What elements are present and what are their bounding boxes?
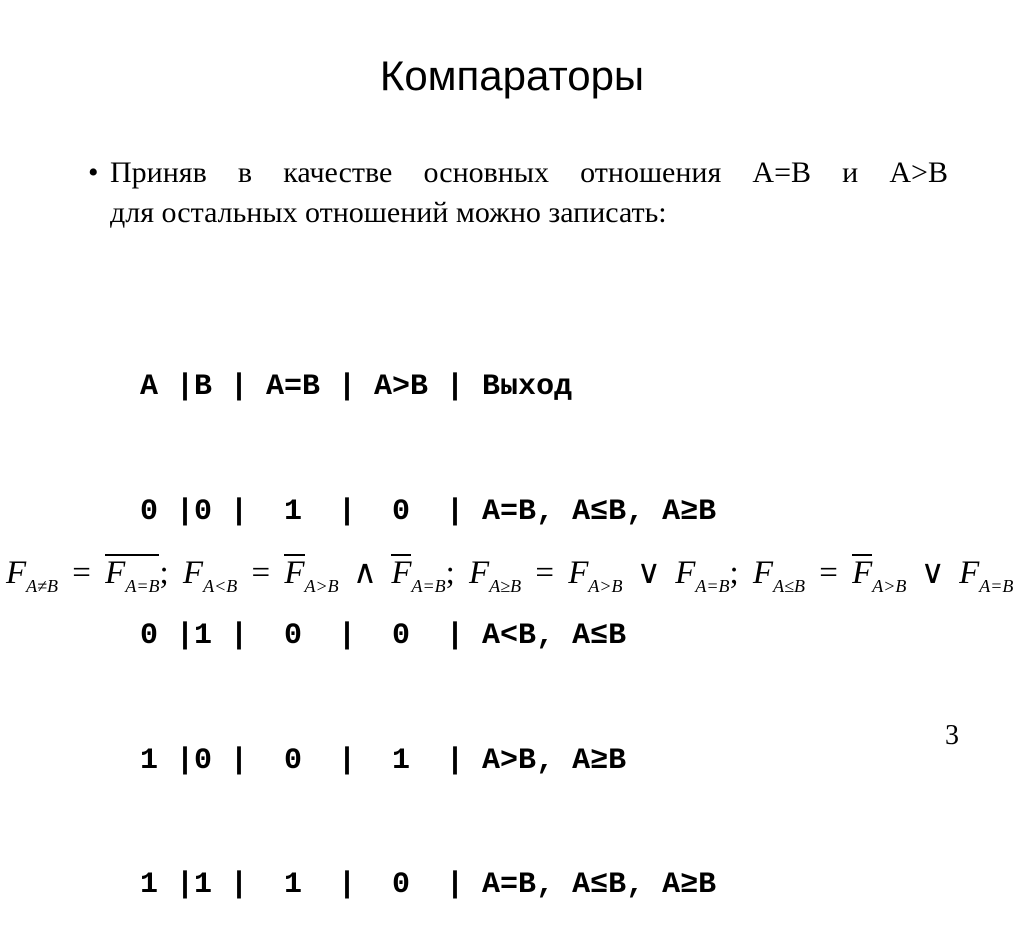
formula-eq: = [535,555,554,591]
formula-term-negated: F [391,555,412,591]
bullet-item [88,153,948,233]
formula-term: $F_{A\le B}$ [752,555,805,596]
formula-term: $F_{A=B}$ [675,555,730,596]
bullet-line-2: для остальных отношений можно записать: [110,196,667,229]
formula-separator: ; [445,555,455,591]
bullet-word: основных [423,156,550,189]
formula-term: $F_{A>B}$ [568,555,623,596]
formula-term: $F_{A=B}$ [959,555,1014,596]
formula-and: ∧ [352,555,378,591]
page-number: 3 [945,720,959,751]
truth-table-row: 0 |1 | 0 | 0 | А<В, А≤В [140,619,627,653]
bullet-text [110,153,948,233]
bullet-word: в [237,156,253,189]
formula-term-negated: $F_{A=B}$ [105,554,159,601]
formula-or: ∨ [920,555,945,591]
formula-subscript: A=B [411,576,446,596]
formula-subscript: A>B [304,576,339,596]
formula-or: ∨ [636,555,661,591]
formula-eq: = [72,555,91,591]
truth-table-row: 0 |0 | 1 | 0 | А=В, А≤В, А≥В [140,494,717,529]
bullet-line-1 [110,153,948,193]
bullet-word: качестве [283,156,393,189]
formula-term-negated: F [852,555,873,591]
slide-title: Компараторы [379,52,645,99]
formula-eq: = [251,555,271,591]
formula-term: $F_{A<B}$ [182,555,238,596]
formula-eq: = [819,555,838,591]
bullet-word: и [842,156,859,189]
truth-table [140,284,716,948]
bullet-word: отношения [580,156,722,189]
truth-table-row: 1 |1 | 1 | 0 | А=В, А≤В, А≥В [140,868,717,902]
bullet-marker: • [88,156,99,189]
formula-term: $F_{A\ge B}$ [469,555,522,596]
formula-term: $F_{A\ne B}$ [6,555,59,596]
truth-table-row: 1 |0 | 0 | 1 | А>В, А≥В [140,743,627,778]
bullet-word: А>В [889,156,948,189]
formula-term-negated: F [284,555,305,591]
formula-subscript: A>B [872,576,907,596]
formula-separator: ; [159,555,169,591]
formula-separator: ; [729,555,739,591]
bullet-word: А=В [752,156,812,189]
bullet-word: Приняв [110,156,207,189]
truth-table-header: А |В | А=В | А>В | Выход [140,370,573,404]
comparator-formula [6,552,1020,601]
